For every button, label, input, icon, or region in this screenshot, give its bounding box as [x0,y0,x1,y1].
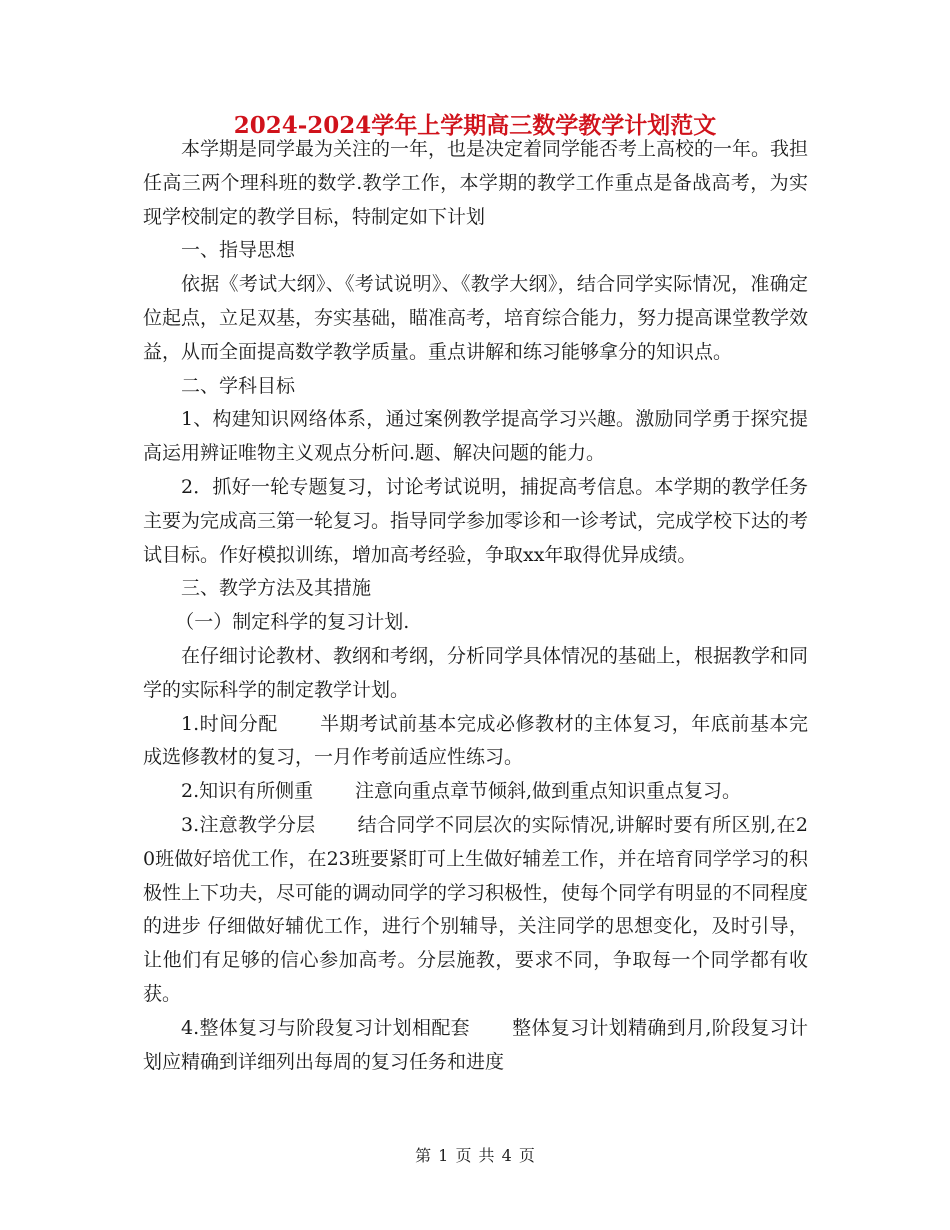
section-heading-guiding-ideas: 一、指导思想 [181,239,296,262]
section-heading-subject-goals: 二、学科目标 [181,374,296,397]
list-item [143,775,808,809]
item-text: 整体复习计划精确到月,阶段复习计划应精确到详细列出每周的复习任务和进度 [143,1016,808,1073]
document-body [143,133,808,1079]
item-text: 结合同学不同层次的实际情况,讲解时要有所区别,在20班做好培优工作，在23班要紧盯可上生做好辅差工作，并在培育同学学习的积极性上下功夫，尽可能的调动同学的学习积极性，使每个同学有明显的不同程度的进步 仔细做好辅优工作，进行个别辅导，关注同学的思想变化，及时引导，让他们有足够的信心参加高考。分层施教，要求不同，争取每一个同学都有收获。 [143,813,809,1005]
list-item [143,809,808,1012]
item-label: 1.时间分配 [181,712,278,735]
item-label: 2.知识有所侧重 [181,780,314,803]
item-label: 3.注意教学分层 [181,813,316,836]
list-item [143,1012,808,1080]
intro-paragraph: 本学期是同学最为关注的一年，也是决定着同学能否考上高校的一年。我担任高三两个理科班的数学.教学工作，本学期的教学工作重点是备战高考，为实现学校制定的教学目标，特制定如下计划 [143,138,809,228]
page-number-footer: 第 1 页 共 4 页 [415,1146,535,1165]
list-item [143,708,808,776]
section-heading-methods: 三、教学方法及其措施 [181,577,372,600]
item-text: 半期考试前基本完成必修教材的主体复习，年底前基本完成选修教材的复习，一月作考前适应性练习。 [143,712,808,769]
plan-paragraph: 在仔细讨论教材、教纲和考纲，分析同学具体情况的基础上，根据教学和同学的实际科学的制定教学计划。 [143,644,809,701]
guiding-ideas-paragraph: 依据《考试大纲》、《考试说明》、《教学大纲》，结合同学实际情况，准确定位起点，立足双基，夯实基础，瞄准高考，培育综合能力，努力提高课堂教学效益，从而全面提高数学教学质量。重点讲解和练习能够拿分的知识点。 [143,273,809,363]
item-label: 4.整体复习与阶段复习计划相配套 [181,1016,470,1039]
goal-paragraph-1: 1、构建知识网络体系，通过案例教学提高学习兴趣。激励同学勇于探究提高运用辨证唯物主义观点分析问.题、解决问题的能力。 [143,408,808,465]
goal-paragraph-2: 2．抓好一轮专题复习，讨论考试说明，捕捉高考信息。本学期的教学任务主要为完成高三第一轮复习。指导同学参加零诊和一诊考试，完成学校下达的考试目标。作好模拟训练，增加高考经验，争取xx年取得优异成绩。 [143,475,809,566]
document-title: 2024-2024学年上学期高三数学教学计划范文 [233,112,717,139]
subsection-heading-plan: （一）制定科学的复习计划. [175,611,410,634]
item-text: 注意向重点章节倾斜,做到重点知识重点复习。 [354,780,741,803]
